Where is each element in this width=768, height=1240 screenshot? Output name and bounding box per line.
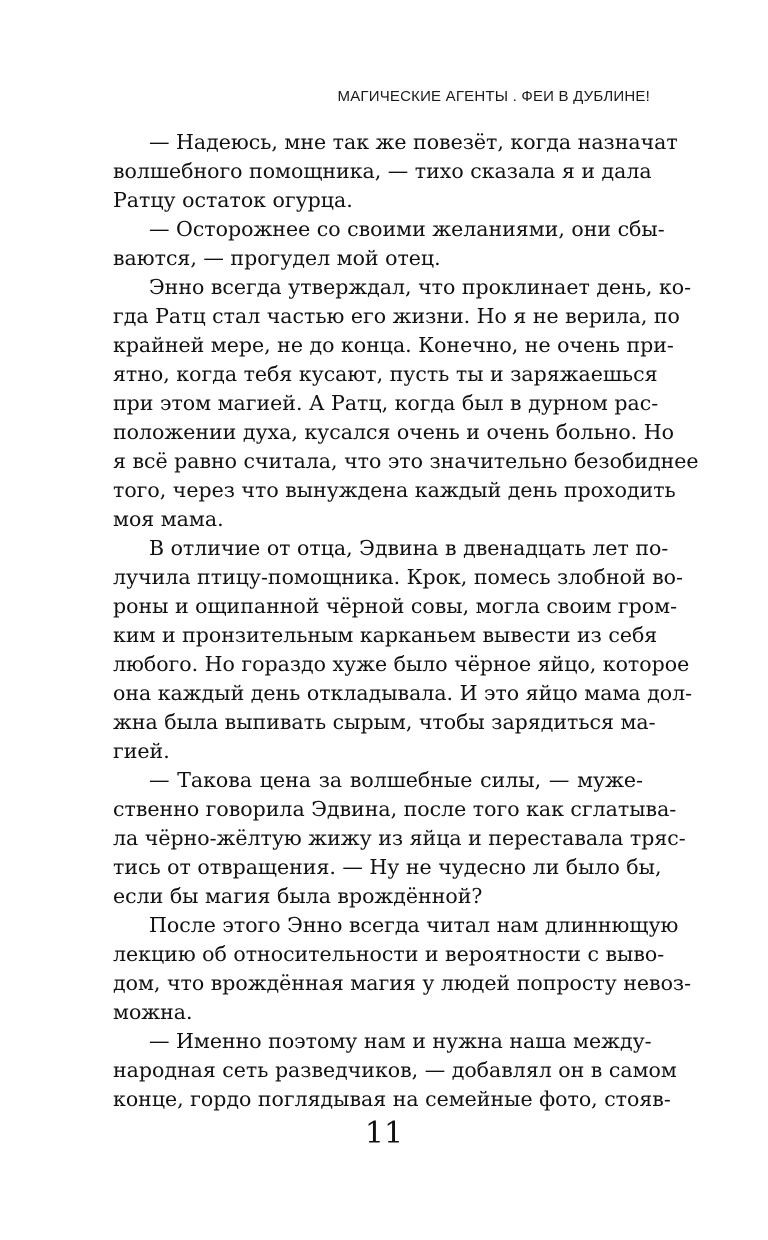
text-line: я всё равно считала, что это значительно безобиднее (113, 449, 699, 473)
text-line: того, через что вынуждена каждый день проходить (113, 478, 676, 502)
paragraph (77, 215, 665, 273)
body-text (77, 128, 699, 1114)
paragraph (77, 534, 693, 766)
text-line: — Именно поэтому нам и нужна наша между- (149, 1029, 652, 1053)
text-line: крайней мере, не до конца. Конечно, не очень при- (113, 333, 674, 357)
text-line: После этого Энно всегда читал нам длиннющую (149, 913, 679, 937)
text-line: она каждый день откладывала. И это яйцо мама дол- (113, 681, 693, 705)
text-line: роны и ощипанной чёрной совы, могла своим гром- (113, 594, 678, 618)
text-line: моя мама. (113, 507, 224, 531)
text-line: тись от отвращения. — Ну не чудесно ли было бы, (113, 855, 662, 879)
paragraph (77, 128, 678, 215)
text-line: если бы магия была врождённой? (113, 884, 483, 908)
text-line: — Надеюсь, мне так же повезёт, когда назначат (149, 130, 678, 154)
text-line: ятно, когда тебя кусают, пусть ты и заряжаешься (113, 362, 658, 386)
text-line: положении духа, кусался очень и очень больно. Но (113, 420, 674, 444)
paragraph (77, 766, 686, 911)
page-number: 11 (364, 1116, 404, 1151)
text-line: ваются, — прогудел мой отец. (113, 246, 441, 270)
text-line: жна была выпивать сырым, чтобы зарядиться ма- (113, 710, 656, 734)
text-line: при этом магией. А Ратц, когда был в дурном рас- (113, 391, 659, 415)
text-line: — Осторожнее со своими желаниями, они сбы- (149, 217, 665, 241)
text-line: — Такова цена за волшебные силы, — муже- (149, 768, 643, 792)
text-line: ким и пронзительным карканьем вывести из себя (113, 623, 658, 647)
text-line: волшебного помощника, — тихо сказала я и дала (113, 159, 652, 183)
text-line: дом, что врождённая магия у людей попросту невоз- (113, 971, 692, 995)
text-line: Ратцу остаток огурца. (113, 188, 353, 212)
text-line: ла чёрно-жёлтую жижу из яйца и переставала тряс- (113, 826, 686, 850)
running-header: МАГИЧЕСКИЕ АГЕНТЫ . ФЕИ В ДУБЛИНЕ! (337, 88, 650, 105)
text-line: лекцию об относительности и вероятности с выво- (113, 942, 665, 966)
text-line: ственно говорила Эдвина, после того как сглатыва- (113, 797, 677, 821)
text-line: любого. Но гораздо хуже было чёрное яйцо, которое (113, 652, 690, 676)
text-line: гией. (113, 739, 170, 763)
paragraph (77, 911, 692, 1027)
text-line: лучила птицу-помощника. Крок, помесь злобной во- (113, 565, 683, 589)
text-line: конце, гордо поглядывая на семейные фото, стояв- (113, 1087, 671, 1111)
text-line: Энно всегда утверждал, что проклинает день, ко- (149, 275, 692, 299)
text-line: можна. (113, 1000, 193, 1024)
text-line: В отличие от отца, Эдвина в двенадцать лет по- (149, 536, 669, 560)
text-line: народная сеть разведчиков, — добавлял он в самом (113, 1058, 677, 1082)
paragraph (77, 1027, 677, 1114)
text-line: гда Ратц стал частью его жизни. Но я не верила, по (113, 304, 680, 328)
paragraph (77, 273, 699, 534)
